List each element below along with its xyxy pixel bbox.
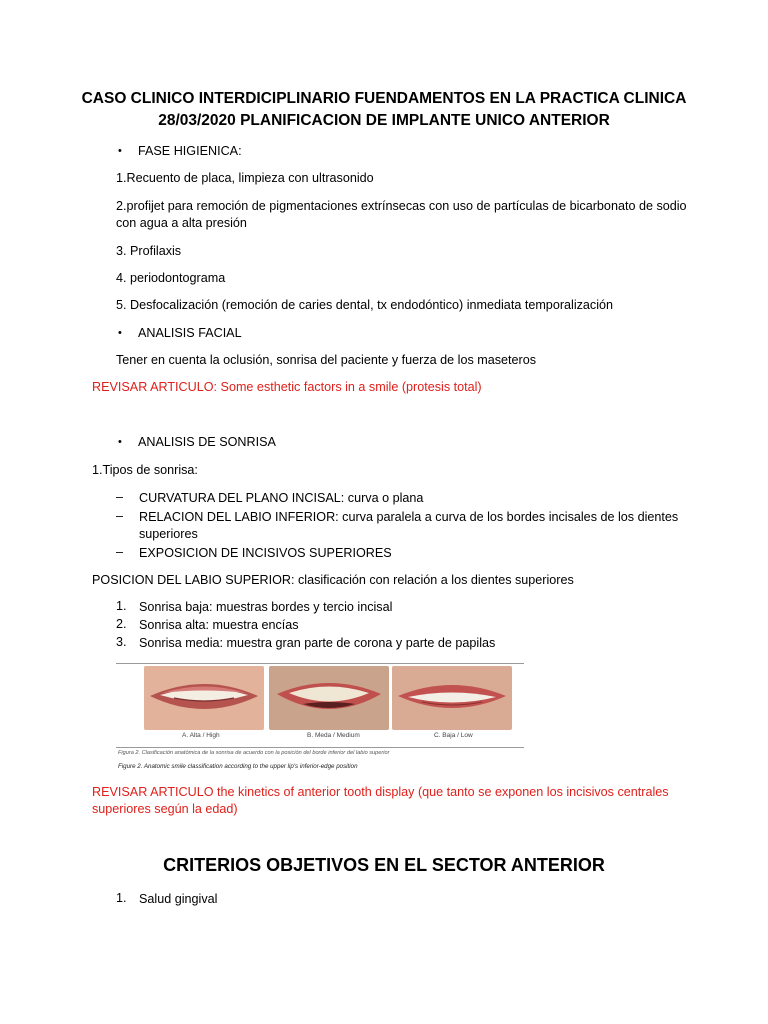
figure-rule — [116, 663, 524, 664]
fase-item-2: 2.profijet para remoción de pigmentaciones extrínsecas con uso de partículas de bicarbonato de sodio con agua a alta presión — [116, 199, 687, 230]
smile-type-1: Sonrisa baja: muestras bordes y tercio incisal — [139, 600, 393, 614]
document-title-line2: 28/03/2020 PLANIFICACION DE IMPLANTE UNICO ANTERIOR — [158, 112, 610, 129]
smile-classification-figure — [116, 663, 524, 775]
smile-photo-low — [392, 666, 512, 730]
fase-item-5: 5. Desfocalización (remoción de caries dental, tx endodóntico) inmediata temporalización — [116, 298, 614, 312]
criterio-item-1: Salud gingival — [139, 892, 218, 906]
caption-high: A. Alta / High — [182, 732, 220, 739]
list-number: 3. — [116, 635, 127, 649]
smile-photo-medium — [269, 666, 389, 730]
smile-type-3: Sonrisa media: muestra gran parte de corona y parte de papilas — [139, 636, 496, 650]
caption-low: C. Baja / Low — [434, 732, 473, 739]
revisar-articulo-note-1: REVISAR ARTICULO: Some esthetic factors in a smile (protesis total) — [92, 380, 482, 394]
caption-medium: B. Meda / Medium — [307, 732, 360, 739]
figure-caption-es: Figura 2. Clasificación anatómica de la sonrisa de acuerdo con la posición del borde inferior del labio superior — [118, 750, 390, 756]
document-title-line1: CASO CLINICO INTERDICIPLINARIO FUENDAMENTOS EN LA PRACTICA CLINICA — [81, 90, 687, 107]
bullet-icon: • — [118, 436, 122, 448]
fase-higienica-heading: FASE HIGIENICA: — [138, 144, 242, 158]
fase-item-1: 1.Recuento de placa, limpieza con ultrasonido — [116, 171, 374, 185]
criterios-heading: CRITERIOS OBJETIVOS EN EL SECTOR ANTERIOR — [163, 855, 605, 875]
figure-rule — [116, 747, 524, 748]
fase-item-3: 3. Profilaxis — [116, 244, 182, 258]
posicion-labio-superior: POSICION DEL LABIO SUPERIOR: clasificación con relación a los dientes superiores — [92, 573, 574, 587]
analisis-facial-text: Tener en cuenta la oclusión, sonrisa del paciente y fuerza de los maseteros — [116, 353, 537, 367]
figure-caption-en: Figure 2. Anatomic smile classification according to the upper lip's inferior-edge position — [118, 763, 358, 770]
list-number: 1. — [116, 891, 127, 905]
dash-item-3: EXPOSICION DE INCISIVOS SUPERIORES — [139, 546, 392, 560]
smile-photo-high — [144, 666, 264, 730]
bullet-icon: • — [118, 327, 122, 339]
smile-type-2: Sonrisa alta: muestra encías — [139, 618, 299, 632]
analisis-facial-heading: ANALISIS FACIAL — [138, 326, 242, 340]
bullet-icon: • — [118, 145, 122, 157]
dash-icon: – — [116, 545, 124, 559]
analisis-sonrisa-heading: ANALISIS DE SONRISA — [138, 435, 276, 449]
fase-item-4: 4. periodontograma — [116, 271, 226, 285]
list-number: 2. — [116, 617, 127, 631]
dash-item-1: CURVATURA DEL PLANO INCISAL: curva o plana — [139, 491, 424, 505]
revisar-articulo-note-2: REVISAR ARTICULO the kinetics of anterior tooth display (que tanto se exponen los incisivos centrales superiores según la edad) — [92, 785, 669, 816]
tipos-sonrisa-label: 1.Tipos de sonrisa: — [92, 463, 198, 477]
dash-item-2: RELACION DEL LABIO INFERIOR: curva paralela a curva de los bordes incisales de los dientes superiores — [139, 510, 679, 541]
dash-icon: – — [116, 509, 124, 523]
dash-icon: – — [116, 490, 124, 504]
list-number: 1. — [116, 599, 127, 613]
